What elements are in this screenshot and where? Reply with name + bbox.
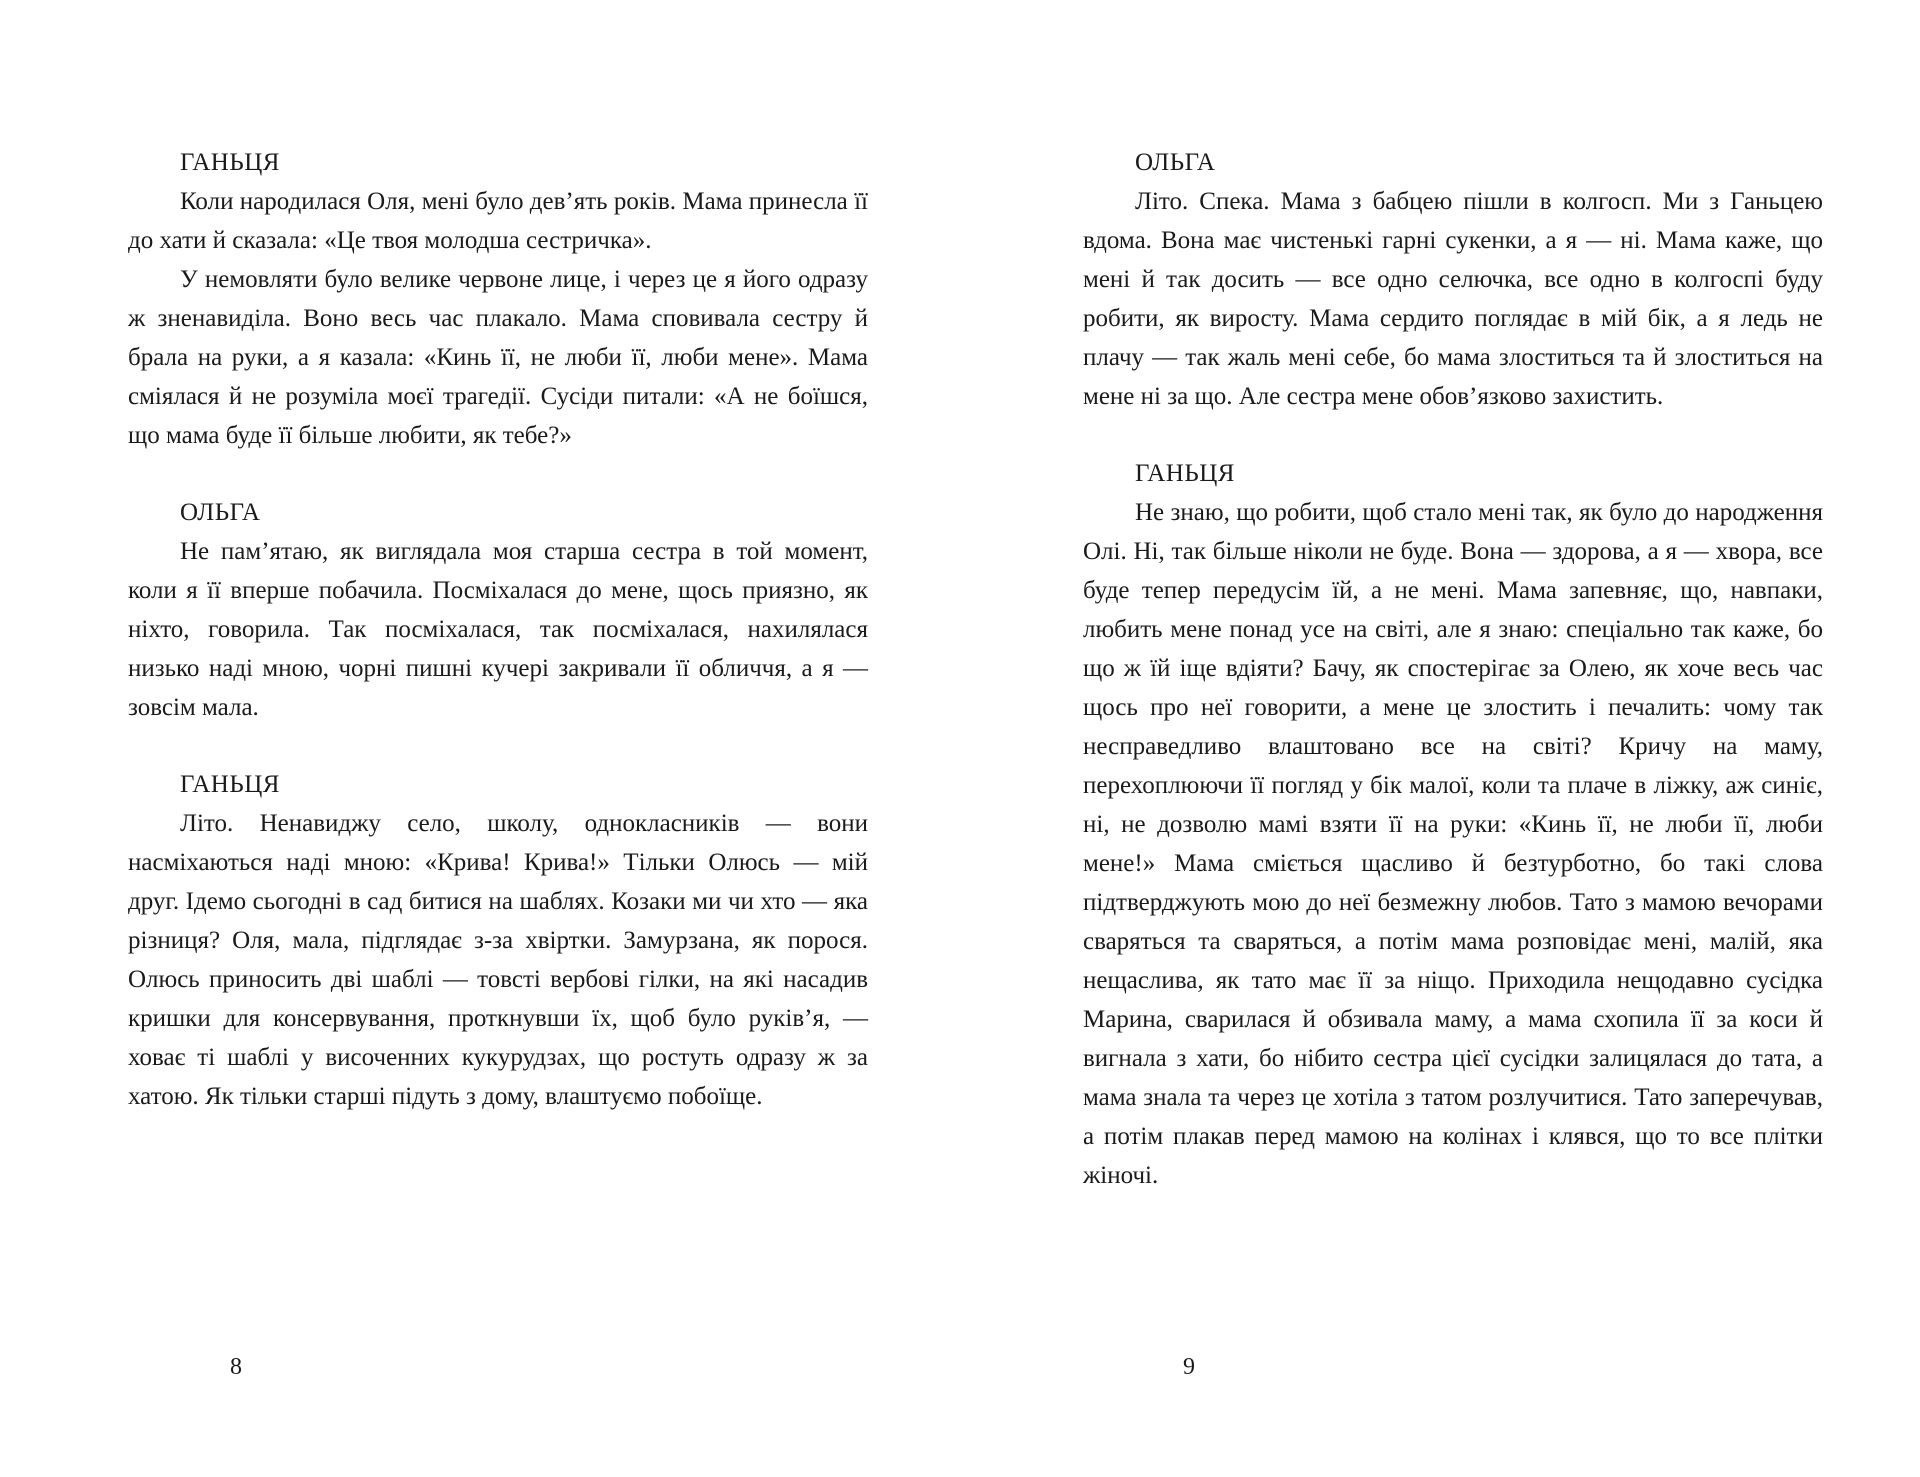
left-page-text-column (128, 143, 868, 1154)
page-number: 9 (1183, 1354, 1195, 1380)
right-page (960, 0, 1920, 1477)
speaker-name: ГАНЬЦЯ (180, 149, 280, 176)
right-section-2 (1083, 454, 1823, 1195)
left-section-3 (128, 765, 868, 1116)
speaker-name: ОЛЬГА (180, 499, 261, 526)
right-section-1 (1083, 143, 1823, 416)
paragraph: Літо. Спека. Мама з бабцею пішли в колгосп. Ми з Ганьцею вдома. Вона має чистенькі гарні сукенки, а я — ні. Мама каже, що мені й так досить — все одно селючка, все одно в колгоспі буду робити, як виросту. Мама сердито поглядає в мій бік, а я ледь не плачу — так жаль мені себе, бо мама злоститься та й злоститься на мене ні за що. Але сестра мене обов’язково захистить. (1083, 188, 1823, 410)
speaker-name: ГАНЬЦЯ (1135, 460, 1235, 487)
left-section-2 (128, 493, 868, 727)
left-section-1 (128, 143, 868, 455)
right-page-text-column (1083, 143, 1823, 1233)
speaker-name: ГАНЬЦЯ (180, 771, 280, 798)
paragraph: Коли народилася Оля, мені було дев’ять років. Мама принесла її до хати й сказала: «Це твоя молодша сестричка». (128, 188, 868, 254)
paragraph: Не пам’ятаю, як виглядала моя старша сестра в той момент, коли я її вперше побачила. Посміхалася до мене, щось приязно, як ніхто, говорила. Так посміхалася, так посміхалася, нахилялася низько наді мною, чорні пишні кучері закривали її обличчя, а я — зовсім мала. (128, 538, 868, 721)
page-number: 8 (230, 1354, 242, 1380)
paragraph: Не знаю, що робити, щоб стало мені так, як було до народження Олі. Ні, так більше ніколи не буде. Вона — здорова, а я — хвора, все буде тепер передусім їй, а не мені. Мама запевняє, що, навпаки, любить мене понад усе на світі, але я знаю: спеціально так каже, бо що ж їй іще вдіяти? Бачу, як спостерігає за Олею, як хоче весь час щось про неї говорити, а мене це злостить і печалить: чому так несправедливо влаштовано все на світі? Кричу на маму, перехоплюючи її погляд у бік малої, коли та плаче в ліжку, аж синіє, ні, не дозволю мамі взяти її на руки: «Кинь її, не люби її, люби мене!» Мама сміється щасливо й безтурботно, бо такі слова підтверджують мою до неї безмежну любов. Тато з мамою вечорами сваряться та сваряться, а потім мама розповідає мені, малій, яка нещаслива, як тато має її за ніщо. Приходила нещодавно сусідка Марина, сварилася й обзивала маму, а мама схопила її за коси й вигнала з хати, бо нібито сестра цієї сусідки залицялася до тата, а мама знала та через це хотіла з татом розлучитися. Тато заперечував, а потім плакав перед мамою на колінах і клявся, що то все плітки жіночі. (1083, 499, 1823, 1189)
paragraph: Літо. Ненавиджу село, школу, однокласників — вони насміхаються наді мною: «Крива! Крива!» Тільки Олюсь — мій друг. Ідемо сьогодні в сад битися на шаблях. Козаки ми чи хто — яка різниця? Оля, мала, підглядає з-за хвіртки. Замурзана, як порося. Олюсь приносить дві шаблі — товсті вербові гілки, на які насадив кришки для консервування, проткнувши їх, щоб було руків’я, — ховає ті шаблі у височенних кукурудзах, що ростуть одразу ж за хатою. Як тільки старші підуть з дому, влаштуємо побоїще. (128, 810, 868, 1110)
paragraph: У немовляти було велике червоне лице, і через це я його одразу ж зненавиділа. Воно весь час плакало. Мама сповивала сестру й брала на руки, а я казала: «Кинь її, не люби її, люби мене». Мама сміялася й не розуміла моєї трагедії. Сусіди питали: «А не боїшся, що мама буде її більше любити, як тебе?» (128, 266, 868, 449)
speaker-name: ОЛЬГА (1135, 149, 1216, 176)
